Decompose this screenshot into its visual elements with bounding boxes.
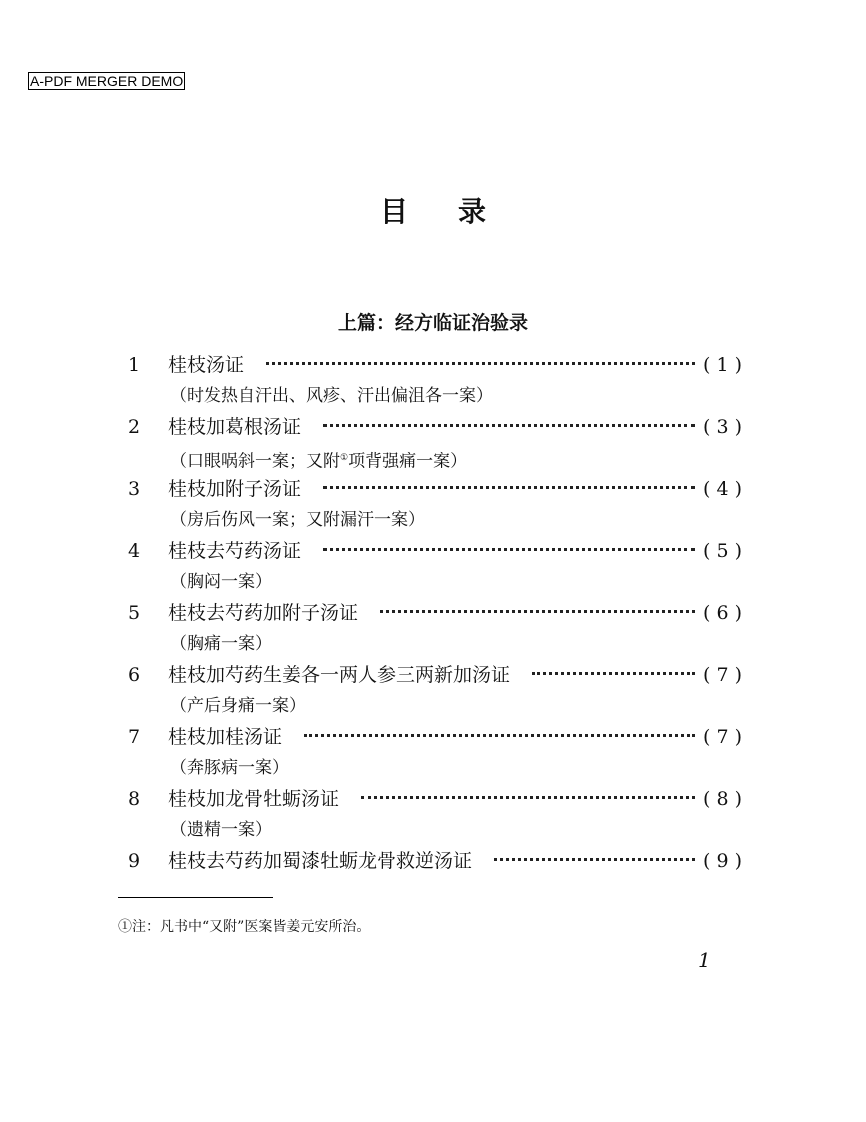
entry-title: 桂枝加芍药生姜各一两人参三两新加汤证 [168,664,511,686]
entry-page: ( 8 ) [703,788,742,810]
entry-number: 2 [128,416,141,438]
dot-leader [323,548,695,551]
toc-entry[interactable] [128,412,742,443]
entry-title: 桂枝加附子汤证 [168,478,302,500]
entry-subtitle: （奔豚病一案） [170,758,289,778]
dot-leader [380,610,695,613]
toc-entry[interactable] [128,536,742,567]
entry-page: ( 4 ) [703,478,742,500]
footnote-marker: ① [340,453,349,463]
footnote-divider [118,897,273,898]
dot-leader [304,734,695,737]
page-title: 目录 [379,195,536,228]
entry-number: 7 [128,726,141,748]
entry-number: 4 [128,540,141,562]
entry-title: 桂枝去芍药汤证 [168,540,302,562]
entry-page: ( 7 ) [703,664,742,686]
entry-title: 桂枝去芍药加蜀漆牡蛎龙骨救逆汤证 [168,850,473,872]
toc-entry[interactable] [128,846,742,877]
toc-entry[interactable] [128,722,742,753]
entry-title: 桂枝加桂汤证 [168,726,283,748]
entry-page: ( 9 ) [703,850,742,872]
toc-entry[interactable] [128,660,742,691]
page-number: 1 [698,948,711,972]
toc-entry[interactable] [128,598,742,629]
entry-number: 5 [128,602,141,624]
entry-number: 1 [128,354,141,376]
entry-title: 桂枝加葛根汤证 [168,416,302,438]
dot-leader [361,796,695,799]
dot-leader [323,486,695,489]
dot-leader [323,424,695,427]
toc-entry[interactable] [128,784,742,815]
entry-title: 桂枝加龙骨牡蛎汤证 [168,788,340,810]
entry-number: 9 [128,850,141,872]
entry-subtitle [128,443,742,474]
section-heading: 上篇：经方临证治验录 [337,312,528,334]
subtitle-part: 项背强痛一案） [348,451,468,472]
entry-number: 6 [128,664,141,686]
dot-leader [532,672,695,675]
dot-leader [266,362,695,365]
entry-subtitle: （胸痛一案） [170,634,272,654]
toc-entry[interactable] [128,350,742,381]
table-of-contents [128,350,742,877]
entry-title: 桂枝去芍药加附子汤证 [168,602,359,624]
entry-page: ( 7 ) [703,726,742,748]
watermark: A-PDF MERGER DEMO [30,73,184,89]
entry-number: 8 [128,788,141,810]
entry-page: ( 6 ) [703,602,742,624]
entry-title: 桂枝汤证 [168,354,245,376]
entry-subtitle: （胸闷一案） [170,572,272,592]
entry-page: ( 3 ) [703,416,742,438]
subtitle-part: （口眼㖞斜一案；又附 [170,451,340,472]
entry-subtitle: （时发热自汗出、风疹、汗出偏沮各一案） [170,386,493,406]
entry-subtitle: （遗精一案） [170,820,272,840]
entry-subtitle: （产后身痛一案） [170,696,306,716]
entry-subtitle: （房后伤风一案；又附漏汗一案） [170,510,425,530]
toc-entry[interactable] [128,474,742,505]
entry-page: ( 5 ) [703,540,742,562]
footnote: ①注：凡书中“又附”医案皆姜元安所治。 [118,919,371,935]
dot-leader [494,858,695,861]
entry-page: ( 1 ) [703,354,742,376]
entry-number: 3 [128,478,141,500]
